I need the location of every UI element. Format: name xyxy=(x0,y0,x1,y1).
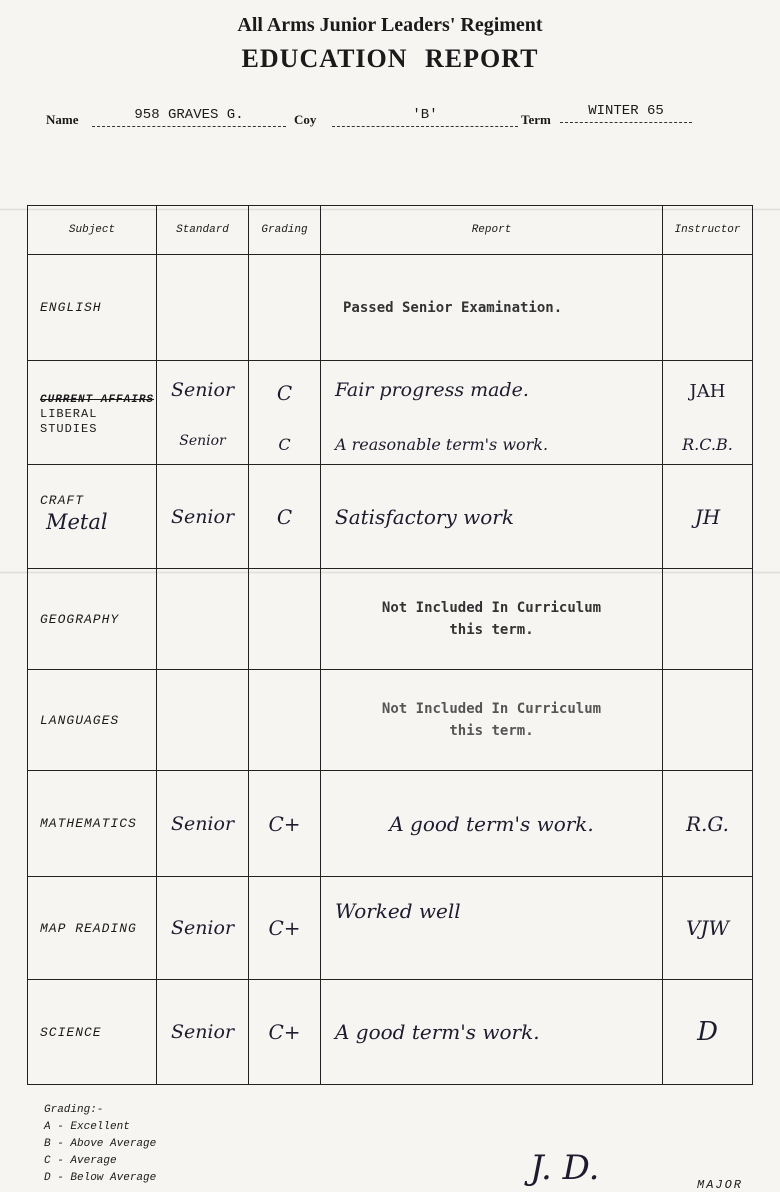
name-label: Name xyxy=(46,112,79,127)
report-languages xyxy=(321,670,663,771)
legend-b: B - Above Average xyxy=(44,1138,157,1150)
coy-field: 'B' xyxy=(332,106,518,127)
officer-signature: J. D. xyxy=(530,1148,600,1188)
row-languages xyxy=(28,670,753,771)
header-standard: Standard xyxy=(157,206,249,255)
document-title: EDUCATION REPORT xyxy=(241,44,539,73)
grading-legend xyxy=(44,1102,156,1187)
grade-2: C xyxy=(278,435,291,454)
subject-craft xyxy=(28,465,157,569)
table-header-row xyxy=(28,206,753,255)
grade-1: C xyxy=(276,381,293,405)
report-mathematics: A good term's work. xyxy=(321,771,663,877)
row-craft xyxy=(28,465,753,569)
instructor-science: D xyxy=(663,980,753,1085)
report-geography xyxy=(321,569,663,670)
report-table xyxy=(27,205,753,1085)
subject-liberal-studies-text: LIBERAL STUDIES xyxy=(40,407,98,436)
report-geography-line2: this term. xyxy=(449,622,534,638)
report-languages-line2: this term. xyxy=(449,723,534,739)
standard-1: Senior xyxy=(170,379,235,401)
standard-geography xyxy=(157,569,249,670)
instructor-2: R.C.B. xyxy=(682,435,733,454)
standard-2: Senior xyxy=(179,433,226,449)
report-1: Fair progress made. xyxy=(335,379,529,401)
grade-map-reading: C+ xyxy=(249,877,321,980)
instructor-mathematics: R.G. xyxy=(663,771,753,877)
legend-d: D - Below Average xyxy=(44,1172,157,1184)
report-english: Passed Senior Examination. xyxy=(321,255,663,361)
header-instructor: Instructor xyxy=(663,206,753,255)
standard-liberal-studies xyxy=(157,361,249,465)
standard-science: Senior xyxy=(157,980,249,1085)
report-liberal-studies xyxy=(321,361,663,465)
subject-mathematics: MATHEMATICS xyxy=(28,771,157,877)
term-field: WINTER 65 xyxy=(560,102,692,123)
header-report: Report xyxy=(321,206,663,255)
report-craft: Satisfactory work xyxy=(321,465,663,569)
grade-languages xyxy=(249,670,321,771)
instructor-languages xyxy=(663,670,753,771)
grade-mathematics: C+ xyxy=(249,771,321,877)
row-map-reading xyxy=(28,877,753,980)
report-science: A good term's work. xyxy=(321,980,663,1085)
row-english xyxy=(28,255,753,361)
standard-english xyxy=(157,255,249,361)
subject-struck-text: CURRENT AFFAIRS xyxy=(40,394,155,406)
subject-geography: GEOGRAPHY xyxy=(28,569,157,670)
instructor-liberal-studies xyxy=(663,361,753,465)
grade-english xyxy=(249,255,321,361)
subject-craft-text: CRAFT xyxy=(40,493,85,508)
grade-craft: C xyxy=(249,465,321,569)
standard-languages xyxy=(157,670,249,771)
report-map-reading: Worked well xyxy=(321,877,663,980)
subject-craft-sub: Metal xyxy=(46,510,108,534)
instructor-1: JAH xyxy=(689,381,726,402)
standard-mathematics: Senior xyxy=(157,771,249,877)
subject-english: ENGLISH xyxy=(28,255,157,361)
term-label: Term xyxy=(521,112,551,127)
legend-c: C - Average xyxy=(44,1155,117,1167)
organisation-name: All Arms Junior Leaders' Regiment xyxy=(237,14,543,36)
instructor-map-reading: VJW xyxy=(663,877,753,980)
subject-map-reading: MAP READING xyxy=(28,877,157,980)
grade-liberal-studies xyxy=(249,361,321,465)
coy-label: Coy xyxy=(294,112,317,127)
instructor-geography xyxy=(663,569,753,670)
legend-title: Grading:- xyxy=(44,1104,104,1116)
instructor-craft: JH xyxy=(663,465,753,569)
standard-map-reading: Senior xyxy=(157,877,249,980)
row-geography xyxy=(28,569,753,670)
row-science xyxy=(28,980,753,1085)
instructor-english xyxy=(663,255,753,361)
row-mathematics xyxy=(28,771,753,877)
report-2: A reasonable term's work. xyxy=(335,435,549,454)
grade-science: C+ xyxy=(249,980,321,1085)
row-liberal-studies xyxy=(28,361,753,465)
report-geography-line1: Not Included In Curriculum xyxy=(381,600,602,616)
grade-geography xyxy=(249,569,321,670)
standard-craft: Senior xyxy=(157,465,249,569)
officer-rank: MAJOR xyxy=(697,1178,744,1192)
header-subject: Subject xyxy=(28,206,157,255)
subject-languages: LANGUAGES xyxy=(28,670,157,771)
header-grading: Grading xyxy=(249,206,321,255)
subject-liberal-studies xyxy=(28,361,157,465)
name-field: 958 GRAVES G. xyxy=(92,106,286,127)
report-languages-line1: Not Included In Curriculum xyxy=(381,701,602,717)
subject-science: SCIENCE xyxy=(28,980,157,1085)
legend-a: A - Excellent xyxy=(44,1121,130,1133)
